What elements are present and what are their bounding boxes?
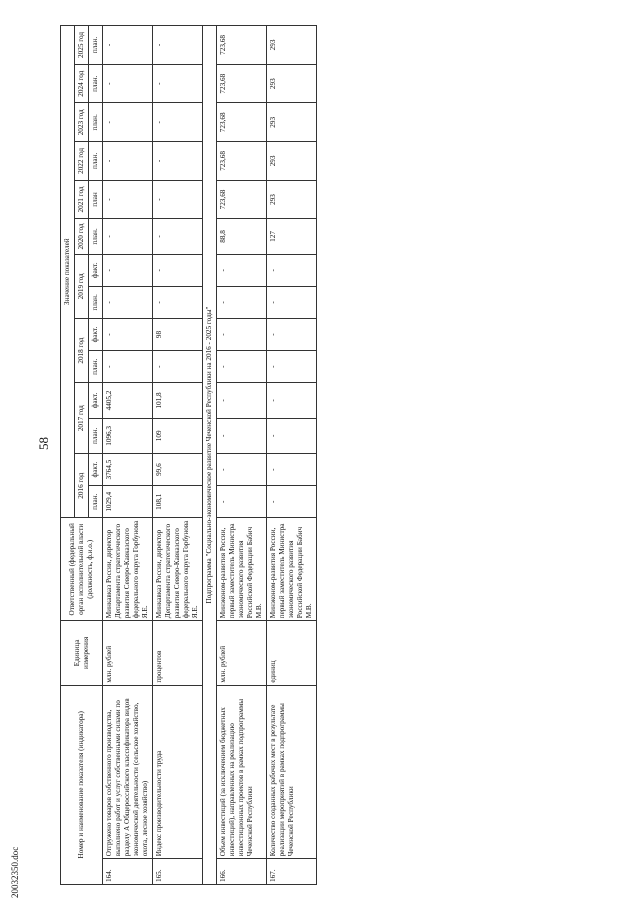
table-row [153, 26, 203, 885]
header-plan: план. [89, 286, 103, 318]
table-row [217, 26, 267, 885]
header-year: 2019 год [75, 254, 89, 318]
header-year: 2020 год [75, 219, 89, 254]
header-year: 2023 год [75, 103, 89, 142]
value-cell: - [267, 486, 317, 518]
value-cell: - [103, 351, 153, 383]
value-cell: - [153, 180, 203, 219]
header-plan: план. [89, 142, 103, 181]
value-cell: 723,68 [217, 180, 267, 219]
header-year: 2025 год [75, 26, 89, 65]
indicator-name: Количество созданных рабочих мест в результате реализации мероприятий в рамках подпрограммы Чеченской Республики [267, 685, 317, 859]
header-plan: план. [89, 26, 103, 65]
value-cell: - [267, 254, 317, 286]
header-responsible: Ответственный (федеральный орган исполнительной власти (должность, ф.и.о.) [61, 518, 103, 621]
header-fact: факт. [89, 318, 103, 350]
header-fact: факт. [89, 383, 103, 418]
value-cell: - [267, 454, 317, 486]
value-cell: - [217, 454, 267, 486]
rotated-page [60, 25, 635, 885]
value-cell: - [217, 486, 267, 518]
value-cell: - [153, 219, 203, 254]
value-cell: - [267, 286, 317, 318]
row-number: 166. [217, 859, 267, 885]
value-cell: 723,68 [217, 26, 267, 65]
table-body [103, 26, 317, 885]
table-row [267, 26, 317, 885]
value-cell: - [153, 64, 203, 103]
value-cell: - [267, 418, 317, 453]
value-cell: - [217, 318, 267, 350]
value-cell: 88,8 [217, 219, 267, 254]
row-number: 167. [267, 859, 317, 885]
value-cell: 127 [267, 219, 317, 254]
value-cell: 108,1 [153, 486, 203, 518]
value-cell: - [153, 286, 203, 318]
header-year: 2024 год [75, 64, 89, 103]
value-cell: - [153, 103, 203, 142]
value-cell: - [267, 351, 317, 383]
subprogram-row [203, 26, 217, 885]
header-plan: план. [89, 103, 103, 142]
subprogram-title: Подпрограмма "Социально-экономическое развитие Чеченской Республики на 2016 - 2025 годы" [203, 26, 217, 885]
value-cell: - [217, 418, 267, 453]
header-year: 2021 год [75, 180, 89, 219]
table-row [103, 26, 153, 885]
row-number: 164. [103, 859, 153, 885]
indicator-name: Объем инвестиций (за исключением бюджетных инвестиций), направленных на реализацию инвестиционных проектов в рамках подпрограммы Чеченской Республики [217, 685, 267, 859]
value-cell: - [103, 219, 153, 254]
header-year: 2022 год [75, 142, 89, 181]
indicator-name: Отгружено товаров собственного производства, выполнено работ и услуг собственными силами по разделу А Общероссийского классификатора видов экономической деятельности (сельское хозяйство, охота, лесное хозяйство) [103, 685, 153, 859]
responsible-cell: Минкавказ России, директор Департамента стратегического развития Северо-Кавказского федерального округа Горбунова Я.Е. [153, 518, 203, 621]
value-cell: 293 [267, 142, 317, 181]
header-plan: план [89, 180, 103, 219]
row-number: 165. [153, 859, 203, 885]
value-cell: 723,68 [217, 103, 267, 142]
value-cell: 4405,2 [103, 383, 153, 418]
value-cell: - [103, 318, 153, 350]
value-cell: 98 [153, 318, 203, 350]
responsible-cell: Минэконом-развития России, первый заместитель Министра экономического развития Российской Федерации Бабич М.В. [267, 518, 317, 621]
value-cell: 723,68 [217, 64, 267, 103]
value-cell: 293 [267, 26, 317, 65]
value-cell: 293 [267, 103, 317, 142]
header-plan: план. [89, 64, 103, 103]
value-cell: - [267, 383, 317, 418]
indicators-table [60, 25, 317, 885]
document-filename: 20032350.doc [10, 846, 20, 898]
header-plan: план. [89, 351, 103, 383]
value-cell: - [153, 254, 203, 286]
value-cell: 293 [267, 64, 317, 103]
value-cell: 109 [153, 418, 203, 453]
responsible-cell: Минэконом-развития России, первый заместитель Министра экономического развития Российской Федерации Бабич М.В. [217, 518, 267, 621]
table-header [61, 26, 103, 885]
indicator-name: Индекс производительности труда [153, 685, 203, 859]
header-fact: факт. [89, 254, 103, 286]
value-cell: 1029,4 [103, 486, 153, 518]
value-cell: 1096,3 [103, 418, 153, 453]
header-year: 2017 год [75, 383, 89, 454]
value-cell: - [217, 383, 267, 418]
unit-cell: млн. рублей [217, 621, 267, 685]
header-values-group: Значение показателей [61, 26, 75, 518]
value-cell: - [103, 142, 153, 181]
value-cell: - [103, 254, 153, 286]
value-cell: - [103, 286, 153, 318]
value-cell: - [217, 351, 267, 383]
header-unit: Единица измерения [61, 621, 103, 685]
header-plan: план. [89, 486, 103, 518]
unit-cell: единиц [267, 621, 317, 685]
header-plan: план. [89, 219, 103, 254]
value-cell: - [217, 286, 267, 318]
value-cell: 723,68 [217, 142, 267, 181]
value-cell: 99,6 [153, 454, 203, 486]
value-cell: - [103, 26, 153, 65]
header-fact: факт. [89, 454, 103, 486]
value-cell: 101,8 [153, 383, 203, 418]
unit-cell: млн. рублей [103, 621, 153, 685]
value-cell: - [267, 318, 317, 350]
header-year: 2016 год [75, 454, 89, 518]
page-number: 58 [36, 437, 51, 450]
value-cell: - [103, 64, 153, 103]
value-cell: 293 [267, 180, 317, 219]
value-cell: - [103, 180, 153, 219]
unit-cell: процентов [153, 621, 203, 685]
value-cell: - [103, 103, 153, 142]
header-year: 2018 год [75, 318, 89, 382]
value-cell: - [217, 254, 267, 286]
header-plan: план. [89, 418, 103, 453]
value-cell: 3764,5 [103, 454, 153, 486]
header-name: Номер и наименование показателя (индикатора) [61, 685, 103, 884]
value-cell: - [153, 26, 203, 65]
value-cell: - [153, 142, 203, 181]
responsible-cell: Минкавказ России, директор Департамента стратегического развития Северо-Кавказского федерального округа Горбунова Я.Е. [103, 518, 153, 621]
value-cell: - [153, 351, 203, 383]
